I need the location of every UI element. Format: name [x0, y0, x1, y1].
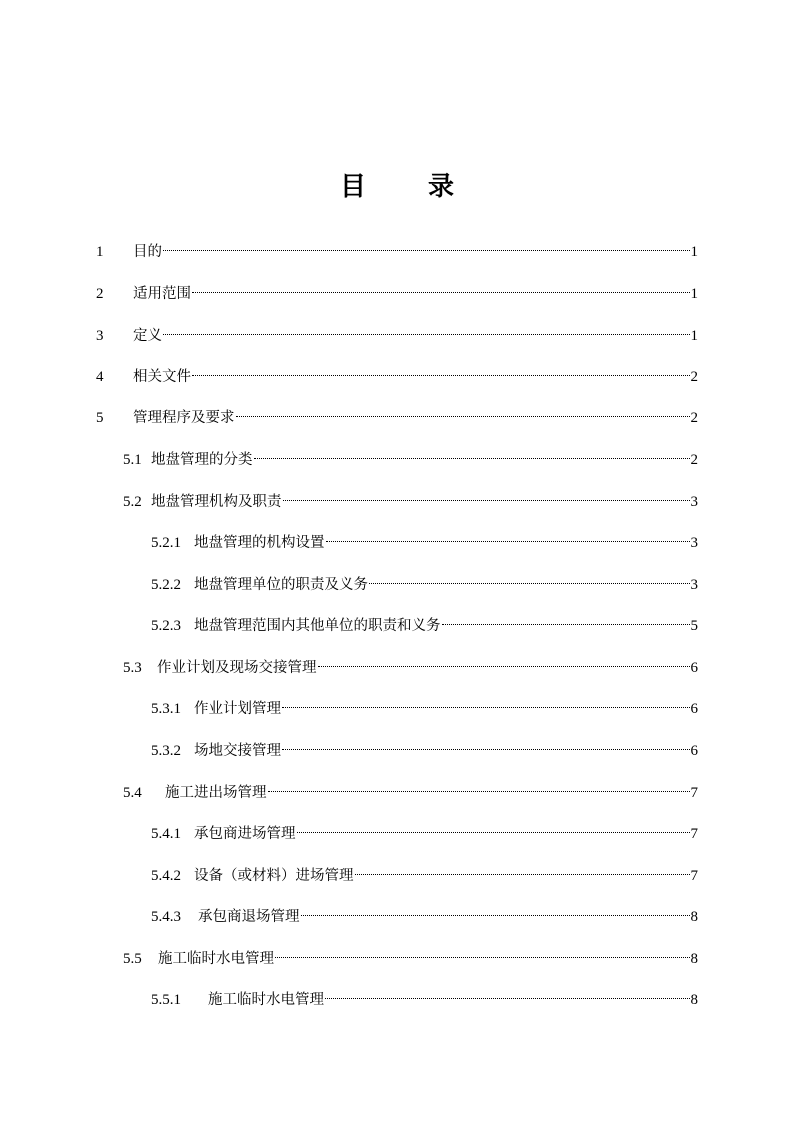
- toc-entry[interactable]: [123, 442, 698, 468]
- toc-title: 适用范围: [133, 286, 191, 302]
- toc-page-number: 3: [690, 494, 698, 510]
- toc-title: 施工进出场管理: [165, 785, 267, 801]
- toc-title: 定义: [133, 328, 162, 344]
- toc-page-number: 7: [690, 785, 698, 801]
- toc-page-number: 1: [690, 328, 698, 344]
- title-char-2: 录: [428, 172, 455, 202]
- toc-leader-dots: [192, 276, 690, 298]
- toc-number: 5.3: [123, 660, 142, 676]
- toc-page-number: 3: [690, 577, 698, 593]
- toc-title: 设备（或材料）进场管理: [194, 868, 354, 884]
- toc-entry[interactable]: [151, 567, 698, 593]
- toc-page-number: 1: [690, 244, 698, 260]
- toc-page-number: 8: [690, 951, 698, 967]
- toc-entry[interactable]: [123, 775, 698, 801]
- toc-number: 5.4.1: [151, 826, 181, 842]
- toc-leader-dots: [268, 775, 690, 797]
- toc-title: 地盘管理范围内其他单位的职责和义务: [194, 618, 441, 634]
- toc-entry[interactable]: [96, 318, 698, 344]
- toc-title: 作业计划及现场交接管理: [157, 660, 317, 676]
- toc-title: 承包商退场管理: [198, 909, 300, 925]
- toc-number: 5.2.3: [151, 618, 181, 634]
- toc-entry[interactable]: [96, 359, 698, 385]
- toc-number: 5.4.3: [151, 909, 181, 925]
- toc-title: 地盘管理的机构设置: [194, 535, 325, 551]
- toc-leader-dots: [254, 442, 690, 464]
- toc-entry[interactable]: [123, 941, 698, 967]
- toc-leader-dots: [325, 982, 690, 1004]
- toc-page-number: 7: [690, 868, 698, 884]
- toc-title: 地盘管理的分类: [151, 452, 253, 468]
- toc-page-number: 6: [690, 701, 698, 717]
- toc-title: 施工临时水电管理: [158, 951, 274, 967]
- toc-number: 3: [96, 328, 104, 344]
- toc-entry[interactable]: [123, 484, 698, 510]
- toc-number: 5.3.2: [151, 743, 181, 759]
- toc-number: 5.2.2: [151, 577, 181, 593]
- toc-page-number: 2: [690, 369, 698, 385]
- toc-page-number: 2: [690, 452, 698, 468]
- toc-leader-dots: [283, 484, 690, 506]
- toc-entry[interactable]: [151, 816, 698, 842]
- toc-entry[interactable]: [151, 982, 698, 1008]
- toc-leader-dots: [163, 318, 690, 340]
- toc-entry[interactable]: [151, 691, 698, 717]
- toc-title: 承包商进场管理: [194, 826, 296, 842]
- toc-number: 5.5: [123, 951, 142, 967]
- toc-number: 5: [96, 410, 104, 426]
- toc-leader-dots: [318, 650, 690, 672]
- toc-leader-dots: [297, 816, 690, 838]
- toc-number: 5.2: [123, 494, 142, 510]
- toc-number: 5.4: [123, 785, 142, 801]
- toc-number: 1: [96, 244, 104, 260]
- toc-page-number: 5: [690, 618, 698, 634]
- toc-title: 地盘管理机构及职责: [151, 494, 282, 510]
- toc-entry[interactable]: [151, 899, 698, 925]
- toc-leader-dots: [355, 858, 690, 880]
- toc-page-number: 8: [690, 909, 698, 925]
- toc-entry[interactable]: [96, 276, 698, 302]
- toc-leader-dots: [301, 899, 690, 921]
- toc-title: 相关文件: [133, 369, 191, 385]
- toc-leader-dots: [442, 608, 690, 630]
- toc-leader-dots: [282, 733, 690, 755]
- toc-number: 5.5.1: [151, 992, 181, 1008]
- toc-leader-dots: [275, 941, 690, 963]
- toc-title: 地盘管理单位的职责及义务: [194, 577, 368, 593]
- toc-page-number: 6: [690, 743, 698, 759]
- toc-title: 作业计划管理: [194, 701, 281, 717]
- toc-title: 场地交接管理: [194, 743, 281, 759]
- toc-page-number: 2: [690, 410, 698, 426]
- toc-page-number: 8: [690, 992, 698, 1008]
- toc-number: 2: [96, 286, 104, 302]
- toc-leader-dots: [192, 359, 690, 381]
- toc-title: 施工临时水电管理: [208, 992, 324, 1008]
- toc-number: 5.4.2: [151, 868, 181, 884]
- toc-entry[interactable]: [151, 858, 698, 884]
- toc-number: 4: [96, 369, 104, 385]
- toc-number: 5.2.1: [151, 535, 181, 551]
- toc-entry[interactable]: [151, 608, 698, 634]
- toc-page-number: 6: [690, 660, 698, 676]
- toc-entry[interactable]: [151, 733, 698, 759]
- toc-page-number: 7: [690, 826, 698, 842]
- toc-leader-dots: [369, 567, 690, 589]
- toc-leader-dots: [163, 234, 690, 256]
- toc-leader-dots: [282, 691, 690, 713]
- toc-page-number: 1: [690, 286, 698, 302]
- toc-leader-dots: [326, 525, 690, 547]
- title-char-1: 目: [339, 172, 366, 202]
- page-title: [0, 166, 794, 203]
- toc-title: 管理程序及要求: [133, 410, 235, 426]
- toc-page-number: 3: [690, 535, 698, 551]
- toc-entry[interactable]: [151, 525, 698, 551]
- toc-entry[interactable]: [96, 400, 698, 426]
- toc-number: 5.3.1: [151, 701, 181, 717]
- toc-title: 目的: [133, 244, 162, 260]
- toc-leader-dots: [236, 400, 690, 422]
- toc-entry[interactable]: [123, 650, 698, 676]
- toc-entry[interactable]: [96, 234, 698, 260]
- toc-number: 5.1: [123, 452, 142, 468]
